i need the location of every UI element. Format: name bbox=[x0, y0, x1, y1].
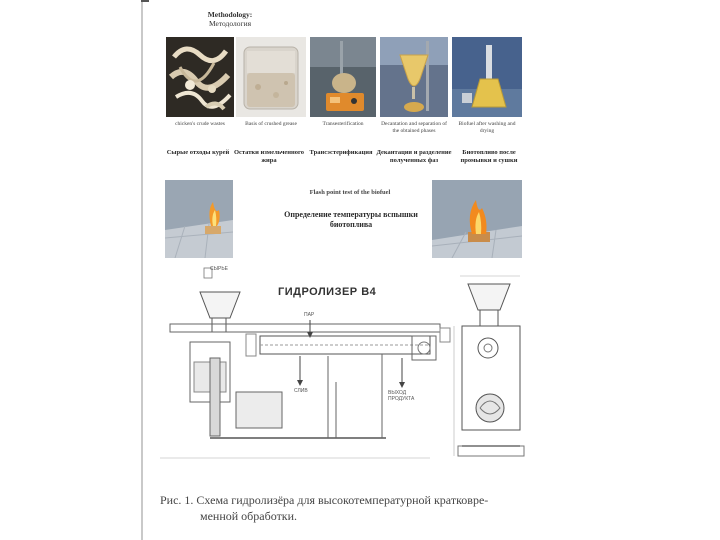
label-steam: ПАР bbox=[304, 312, 315, 318]
hydrolyzer-side-view bbox=[450, 270, 532, 480]
label-outlet: ВЫХОД ПРОДУКТА bbox=[388, 390, 415, 402]
caption-ru-3: Трансэстерификация bbox=[309, 149, 373, 156]
figure-caption-line-2: менной обработки. bbox=[200, 509, 298, 523]
caption-en-1: chicken's crude wastes bbox=[175, 121, 225, 127]
caption-ru-1: Сырые отходы курей bbox=[166, 149, 230, 156]
photo-crushed-grease bbox=[236, 37, 306, 117]
photo-transesterification bbox=[310, 37, 376, 117]
methodology-title-ru: Методология bbox=[208, 19, 252, 28]
figure-caption-line-1: Рис. 1. Схема гидролизёра для высокотемпературной кратковре- bbox=[160, 493, 489, 507]
drawing-title: ГИДРОЛИЗЕР В4 bbox=[278, 286, 377, 298]
page-corner-mark bbox=[141, 0, 149, 2]
caption-en-2: Basis of crushed grease bbox=[245, 121, 297, 127]
photo-biofuel bbox=[452, 37, 522, 117]
photo-flash-test-right bbox=[432, 180, 522, 258]
label-drain: СЛИВ bbox=[294, 388, 308, 394]
label-feed: СЫРЬЕ bbox=[210, 266, 228, 272]
flash-caption-ru: Определение температуры вспышки биотоплива bbox=[284, 210, 418, 229]
flash-caption-en: Flash point test of the biofuel bbox=[309, 189, 391, 196]
caption-en-5: Biofuel after washing and drying bbox=[458, 121, 516, 134]
methodology-header bbox=[180, 10, 280, 28]
figure-caption bbox=[160, 492, 550, 524]
photo-chicken-wastes bbox=[166, 37, 234, 117]
photo-flash-test-left bbox=[165, 180, 233, 258]
caption-ru-5: Биотопливо после промывки и сушки bbox=[460, 149, 518, 164]
caption-ru-4: Декантация и разделение полученных фаз bbox=[376, 149, 452, 164]
caption-en-3: Transesterification bbox=[322, 121, 364, 127]
caption-ru-2: Остатки измельченного жира bbox=[233, 149, 305, 164]
photo-decantation bbox=[380, 37, 448, 117]
methodology-title-en: Methodology: bbox=[207, 10, 253, 19]
page-margin-line bbox=[141, 0, 143, 540]
caption-en-4: Decantation and separation of the obtained phases bbox=[381, 121, 447, 134]
